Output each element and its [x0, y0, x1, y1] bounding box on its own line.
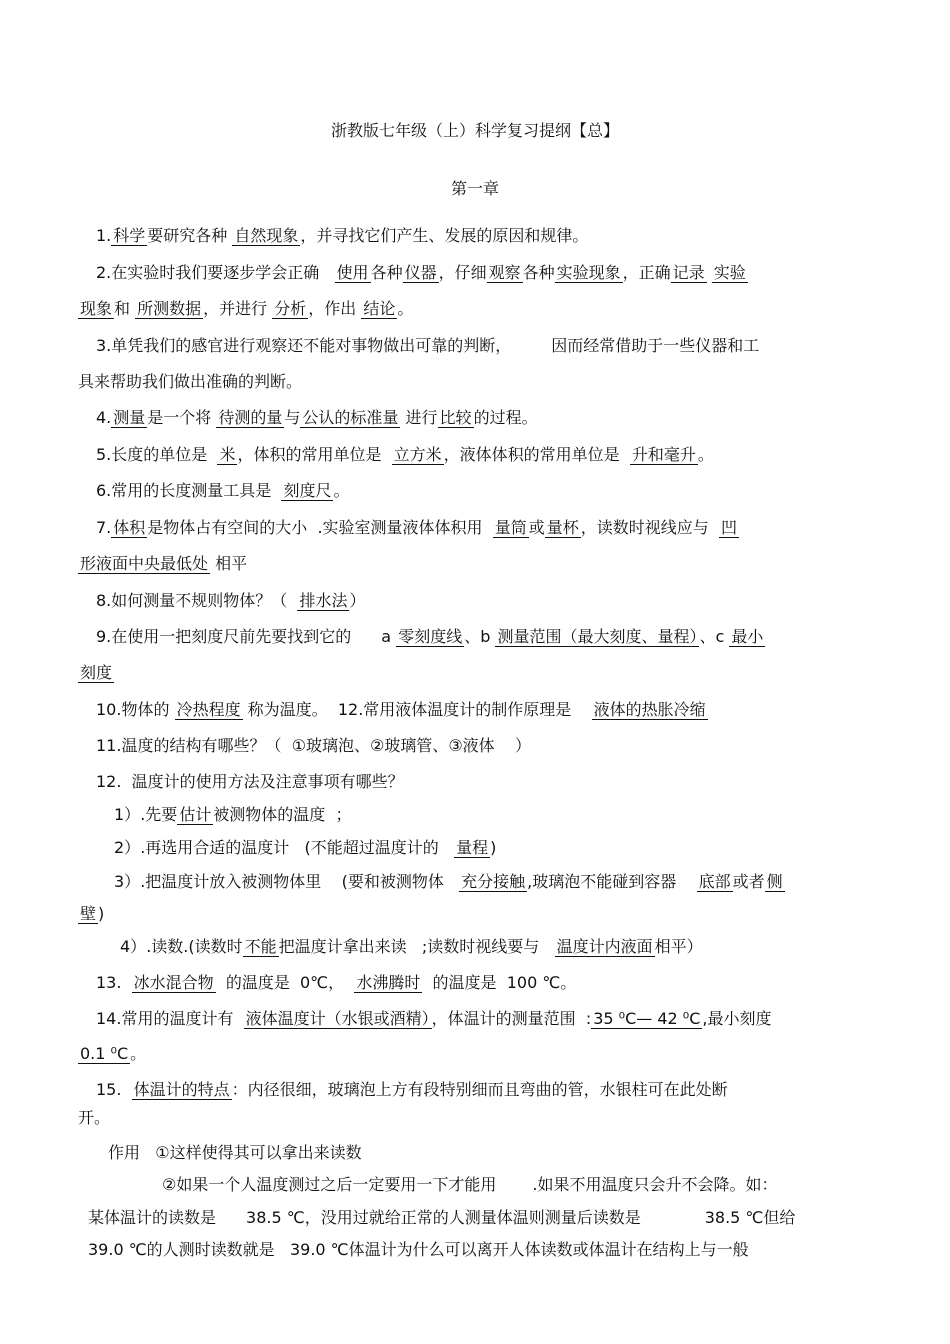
item-15: 15. 体温计的特点 ：内径很细，玻璃泡上方有段特别细而且弯曲的管，水银柱可在此处断	[96, 1080, 728, 1099]
item-11: 11.温度的结构有哪些？（ ①玻璃泡、②玻璃管、③液体 ）	[96, 736, 532, 755]
function-line-4: 39.0 ℃的人测时读数就是 39.0 ℃体温计为什么可以离开人体读数或体温计在结构上与一般	[88, 1240, 749, 1259]
item-14-cont: 0.1 ⁰C 。	[80, 1044, 147, 1063]
item-1: 1. 科学 要研究各种 自然现象 ，并寻找它们产生、发展的原因和规律。	[96, 226, 589, 245]
item-2: 2.在实验时我们要逐步学会正确 使用 各种 仪器 ，仔细 观察 各种 实验现象 ，正确 记录 实验	[96, 263, 746, 282]
item-3: 3.单凭我们的感官进行观察还不能对事物做出可靠的判断， 因而经常借助于一些仪器和工	[96, 336, 760, 355]
item-9-cont: 刻度	[80, 663, 113, 682]
function-line-2: ②如果一个人温度测过之后一定要用一下才能用 .如果不用温度只会升不会降。如：	[162, 1175, 778, 1194]
item-7: 7. 体积 是物体占有空间的大小 .实验室测量液体体积用 量筒 或 量杯 ，读数时视线应与 凹	[96, 518, 737, 537]
item-13: 13. 冰水混合物 的温度是 0℃， 水沸腾时 的温度是 100 ℃。	[96, 973, 577, 992]
item-7-cont: 形液面中央最低处 相平	[80, 554, 248, 573]
chapter-heading: 第一章	[450, 179, 499, 198]
answer: 自然现象	[234, 226, 299, 245]
item-14: 14.常用的温度计有 液体温度计（水银或酒精） ，体温计的测量范围 : 35 ⁰C— 42 ⁰C ,最小刻度	[96, 1009, 772, 1028]
item-12-step-3-cont: 壁 )	[80, 904, 105, 923]
item-10: 10.物体的 冷热程度 称为温度。 12.常用液体温度计的制作原理是 液体的热胀冷缩	[96, 700, 706, 719]
item-12-step-3: 3）.把温度计放入被测物体里 (要和被测物体 充分接触 ,玻璃泡不能碰到容器 底部 或者 侧	[114, 872, 783, 891]
document-title: 浙教版七年级（上）科学复习提纲【总】	[330, 121, 619, 140]
item-2-cont: 现象 和 所测数据 ，并进行 分析 ，作出 结论 。	[80, 299, 414, 318]
item-6: 6.常用的长度测量工具是 刻度尺 。	[96, 481, 350, 500]
answer: 科学	[113, 226, 146, 245]
item-12-step-2: 2）.再选用合适的温度计 (不能超过温度计的 量程 )	[114, 838, 497, 857]
item-8: 8.如何测量不规则物体？（ 排水法 ）	[96, 591, 366, 610]
item-4: 4. 测量 是一个将 待测的量 与 公认的标准量 进行 比较 的过程。	[96, 408, 538, 427]
item-12-step-4: 4）.读数.(读数时 不能 把温度计拿出来读 ;读数时视线要与 温度计内液面 相平）	[120, 937, 703, 956]
item-12-step-1: 1）.先要 估计 被测物体的温度 ；	[114, 805, 352, 824]
item-12: 12. 温度计的使用方法及注意事项有哪些？	[96, 772, 404, 791]
item-15-cont: 开。	[78, 1108, 111, 1127]
function-line-1: 作用 ①这样使得其可以拿出来读数	[108, 1143, 362, 1162]
function-line-3: 某体温计的读数是 38.5 ℃，没用过就给正常的人测量体温则测量后读数是 38.5 ℃但给	[88, 1208, 796, 1227]
item-5: 5.长度的单位是 米 ，体积的常用单位是 立方米 ，液体体积的常用单位是 升和毫升 。	[96, 445, 714, 464]
item-3-cont: 具来帮助我们做出准确的判断。	[78, 372, 303, 391]
item-9: 9.在使用一把刻度尺前先要找到它的 a 零刻度线 、b 测量范围（最大刻度、量程） 、c 最小	[96, 627, 764, 646]
